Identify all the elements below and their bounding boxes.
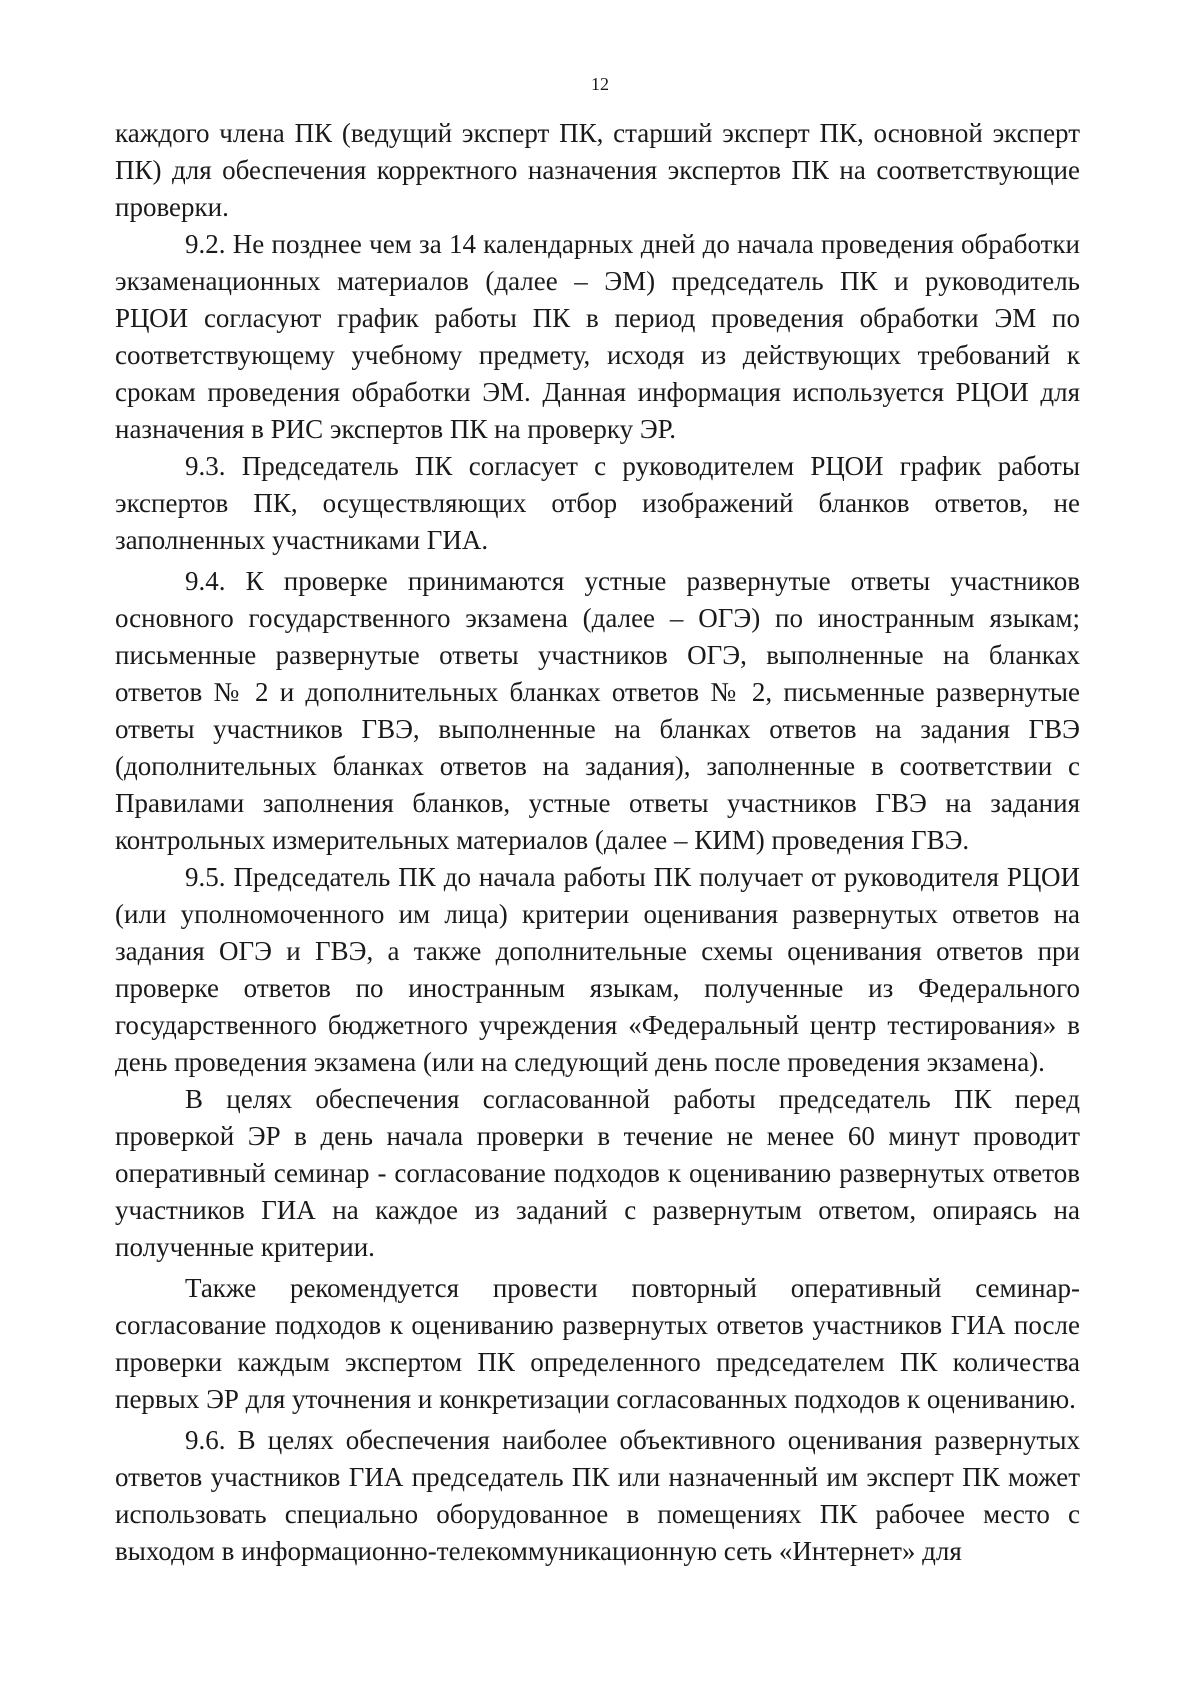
paragraph-9-5: 9.5. Председатель ПК до начала работы ПК получает от руководителя РЦОИ (или уполномоченного им лица) критерии оценивания развернутых ответов на задания ОГЭ и ГВЭ, а также дополнительные схемы оценивания ответов при проверке ответов по иностранным языкам, полученные из Федерального государственного бюджетного учреждения «Федеральный центр тестирования» в день проведения экзамена (или на следующий день после проведения экзамена). xyxy=(115,862,1080,1077)
paragraph-9-2: 9.2. Не позднее чем за 14 календарных дней до начала проведения обработки экзаменационных материалов (далее – ЭМ) председатель ПК и руководитель РЦОИ согласуют график работы ПК в период проведения обработки ЭМ по соответствующему учебному предмету, исходя из действующих требований к срокам проведения обработки ЭМ. Данная информация используется РЦОИ для назначения в РИС экспертов ПК на проверку ЭР. xyxy=(115,229,1080,444)
paragraph-repeat-seminar: Также рекомендуется провести повторный оперативный семинар-согласование подходов к оцениванию развернутых ответов участников ГИА после проверки каждым экспертом ПК определенного председателем ПК количества первых ЭР для уточнения и конкретизации согласованных подходов к оцениванию. xyxy=(115,1273,1080,1414)
paragraph-continuation: каждого члена ПК (ведущий эксперт ПК, старший эксперт ПК, основной эксперт ПК) для обеспечения корректного назначения экспертов ПК на соответствующие проверки. xyxy=(115,118,1080,222)
page-number: 12 xyxy=(591,74,609,94)
document-body xyxy=(115,115,1080,1570)
paragraph-seminar: В целях обеспечения согласованной работы председатель ПК перед проверкой ЭР в день начала проверки в течение не менее 60 минут проводит оперативный семинар - согласование подходов к оцениванию развернутых ответов участников ГИА на каждое из заданий с развернутым ответом, опираясь на полученные критерии. xyxy=(115,1084,1080,1262)
paragraph-9-3: 9.3. Председатель ПК согласует с руководителем РЦОИ график работы экспертов ПК, осуществляющих отбор изображений бланков ответов, не заполненных участниками ГИА. xyxy=(115,451,1080,555)
paragraph-9-6: 9.6. В целях обеспечения наиболее объективного оценивания развернутых ответов участников ГИА председатель ПК или назначенный им эксперт ПК может использовать специально оборудованное в помещениях ПК рабочее место с выходом в информационно-телекоммуникационную сеть «Интернет» для xyxy=(115,1425,1080,1566)
paragraph-9-4: 9.4. К проверке принимаются устные развернутые ответы участников основного государственного экзамена (далее – ОГЭ) по иностранным языкам; письменные развернутые ответы участников ОГЭ, выполненные на бланках ответов № 2 и дополнительных бланках ответов № 2, письменные развернутые ответы участников ГВЭ, выполненные на бланках ответов на задания ГВЭ (дополнительных бланках ответов на задания), заполненные в соответствии с Правилами заполнения бланков, устные ответы участников ГВЭ на задания контрольных измерительных материалов (далее – КИМ) проведения ГВЭ. xyxy=(115,566,1080,855)
